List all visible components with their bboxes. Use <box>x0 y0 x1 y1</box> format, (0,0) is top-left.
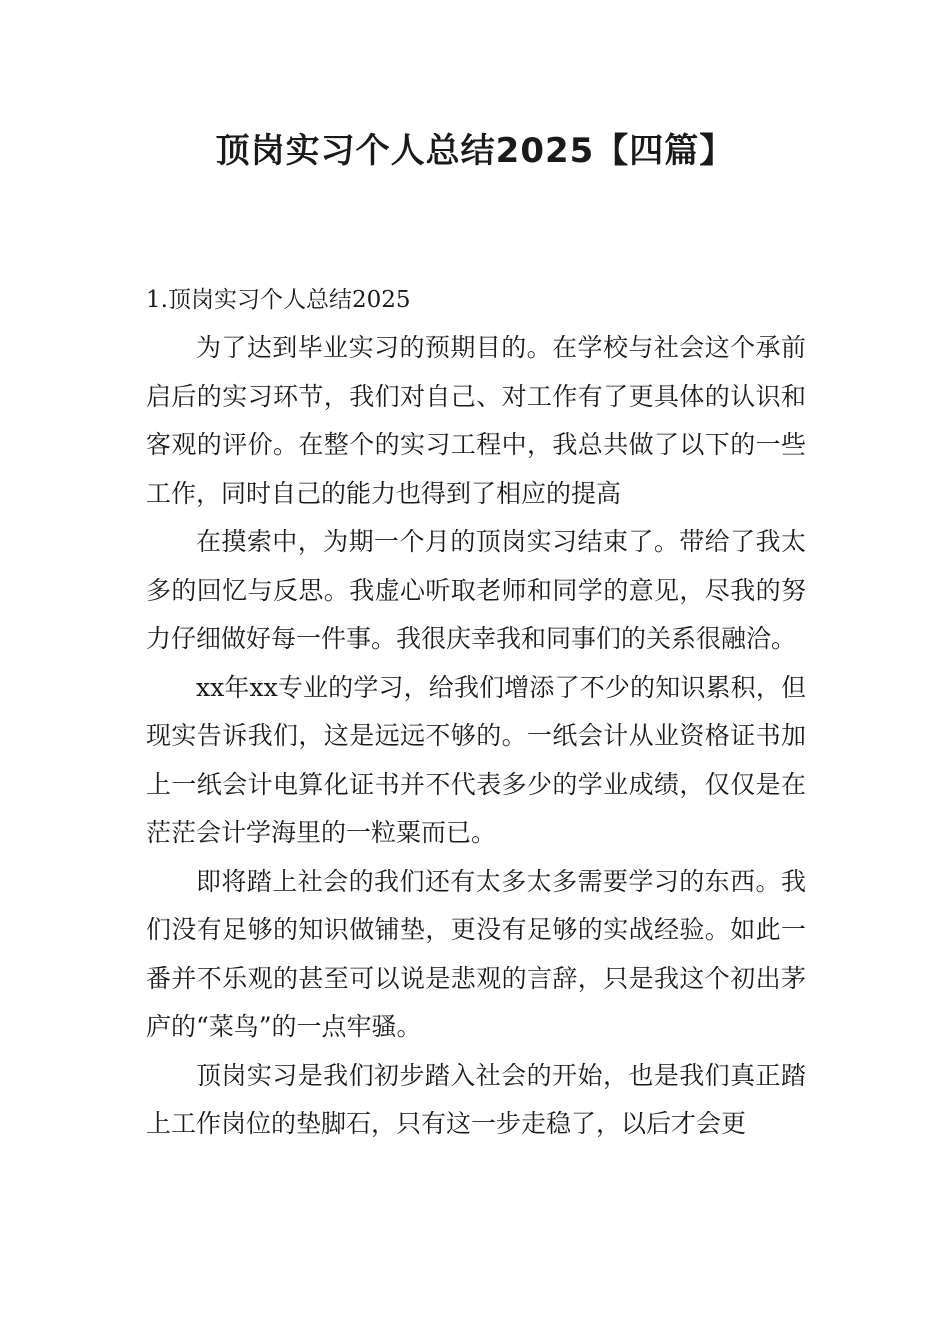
paragraph-5: 顶岗实习是我们初步踏入社会的开始，也是我们真正踏上工作岗位的垫脚石，只有这一步走稳了，以后才会更 <box>146 1060 806 1138</box>
paragraph-2: 在摸索中，为期一个月的顶岗实习结束了。带给了我太多的回忆与反思。我虚心听取老师和同学的意见，尽我的努力仔细做好每一件事。我很庆幸我和同事们的关系很融洽。 <box>146 527 806 653</box>
document-title: 顶岗实习个人总结2025【四篇】 <box>215 131 735 171</box>
paragraph-1: 为了达到毕业实习的预期目的。在学校与社会这个承前启后的实习环节，我们对自己、对工作有了更具体的认识和客观的评价。在整个的实习工程中，我总共做了以下的一些工作，同时自己的能力也得到了相应的提高 <box>146 333 806 508</box>
paragraph-4: 即将踏上社会的我们还有太多太多需要学习的东西。我们没有足够的知识做铺垫，更没有足够的实战经验。如此一番并不乐观的甚至可以说是悲观的言辞，只是我这个初出茅庐的“菜鸟”的一点牢骚。 <box>146 866 806 1041</box>
section-heading: 1.顶岗实习个人总结2025 <box>146 287 411 313</box>
document-body <box>146 276 806 1149</box>
paragraph-3: xx年xx专业的学习，给我们增添了不少的知识累积，但现实告诉我们，这是远远不够的。一纸会计从业资格证书加上一纸会计电算化证书并不代表多少的学业成绩，仅仅是在茫茫会计学海里的一粒粟而已。 <box>146 672 806 847</box>
